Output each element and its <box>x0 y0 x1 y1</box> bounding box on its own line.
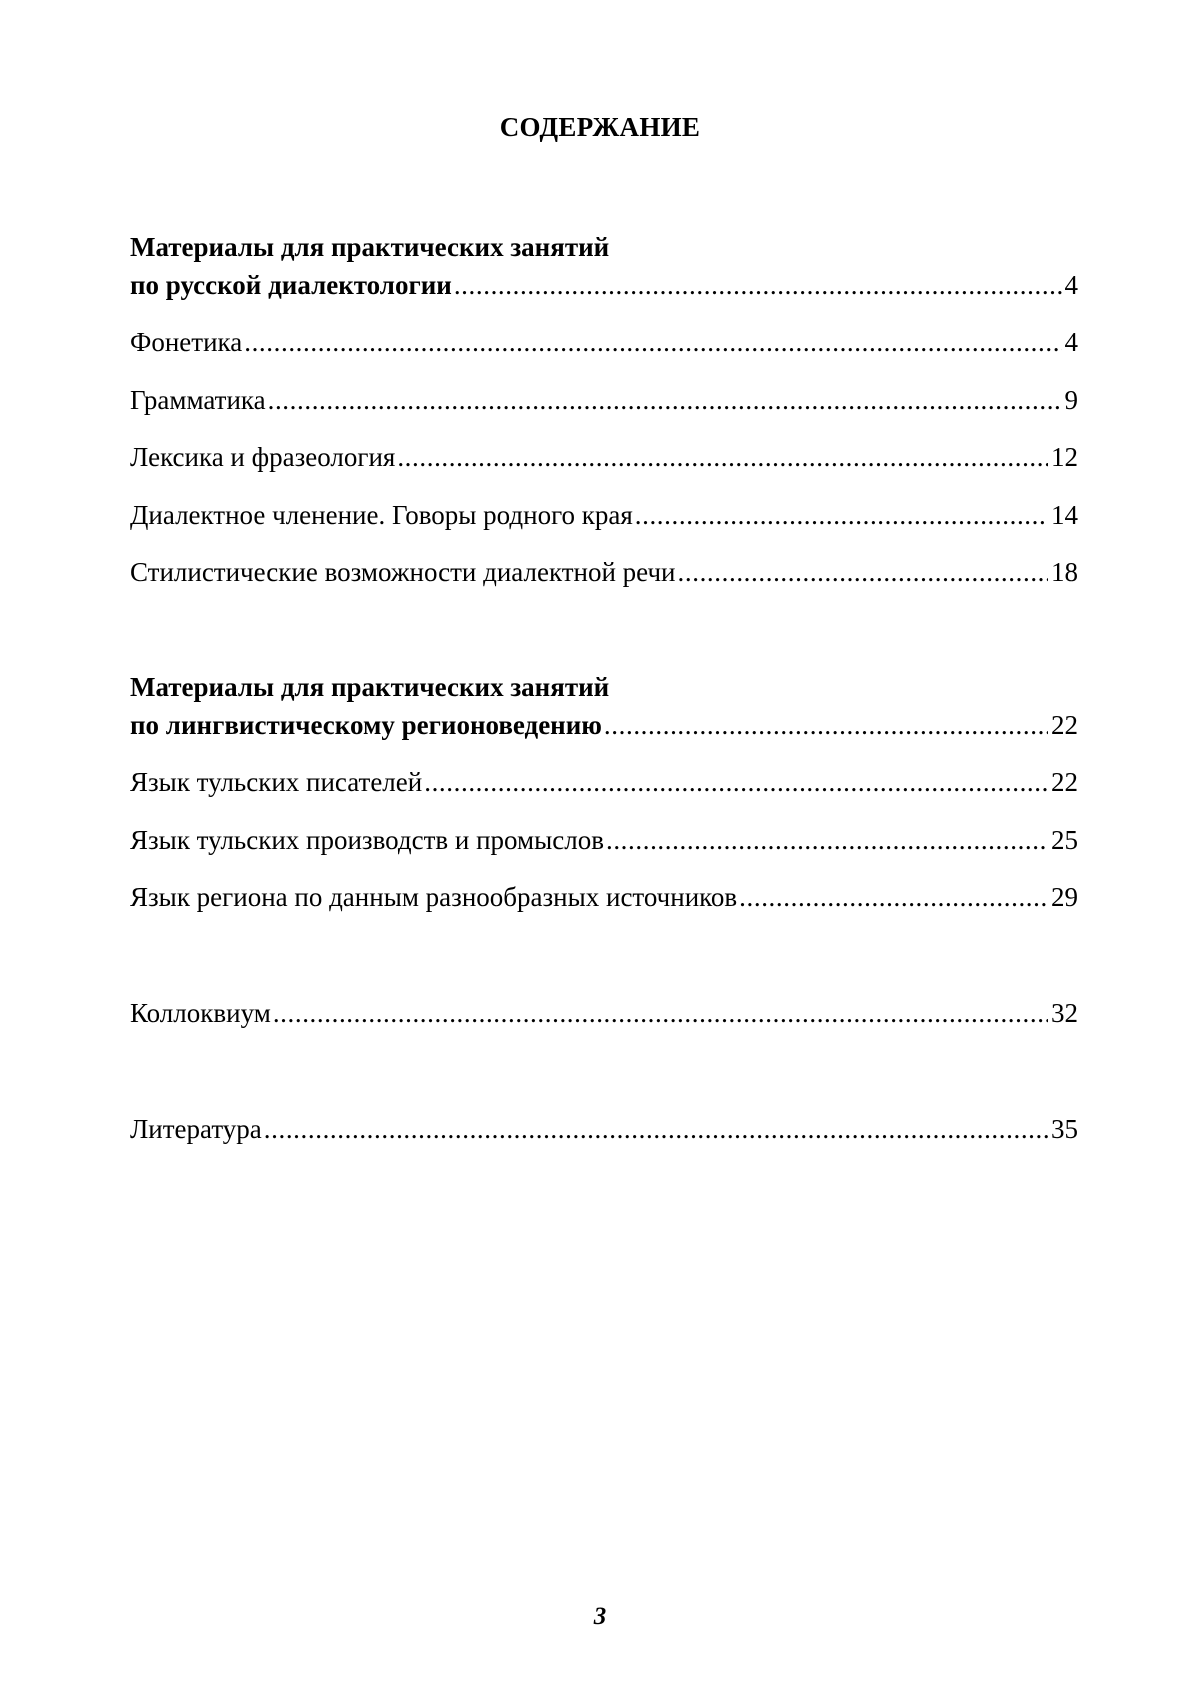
toc-page-number: 22 <box>1051 767 1078 797</box>
dot-leader <box>454 270 1062 300</box>
toc-entry-label: Диалектное членение. Говоры родного края <box>130 500 633 530</box>
toc-entry-lexicon[interactable] <box>130 442 1078 472</box>
toc-entry-label: Коллоквиум <box>130 998 271 1028</box>
page-title: СОДЕРЖАНИЕ <box>499 112 701 142</box>
toc-entry-label: Литература <box>130 1114 262 1144</box>
toc-entry-label: Язык тульских производств и промыслов <box>130 825 604 855</box>
section-2-heading-text-line1: Материалы для практических занятий <box>130 672 610 702</box>
dot-leader <box>606 825 1048 855</box>
toc-page-number: 32 <box>1051 998 1078 1028</box>
toc-page-number: 22 <box>1051 710 1078 740</box>
toc-entry-label: Грамматика <box>130 385 266 415</box>
toc-entry-section-2[interactable] <box>130 710 1078 740</box>
toc-entry-grammar[interactable] <box>130 385 1078 415</box>
dot-leader <box>604 710 1048 740</box>
toc-entry-label: Язык тульских писателей <box>130 767 423 797</box>
toc-entry-label: Фонетика <box>130 327 243 357</box>
toc-entry-phonetics[interactable] <box>130 327 1078 357</box>
toc-entry-tula-writers[interactable] <box>130 767 1078 797</box>
toc-entry-section-1[interactable] <box>130 270 1078 300</box>
toc-entry-tula-crafts[interactable] <box>130 825 1078 855</box>
toc-entry-label: Лексика и фразеология <box>130 442 396 472</box>
section-2-heading-text-line2: по лингвистическому регионоведению <box>130 710 602 740</box>
dot-leader <box>424 767 1048 797</box>
toc-page-number: 18 <box>1051 557 1078 587</box>
toc-entry-region-language[interactable] <box>130 882 1078 912</box>
section-1-heading-text-line1: Материалы для практических занятий <box>130 232 610 262</box>
dot-leader <box>397 442 1048 472</box>
toc-entry-colloquium[interactable] <box>130 998 1078 1028</box>
toc-page-number: 35 <box>1051 1114 1078 1144</box>
dot-leader <box>678 557 1048 587</box>
dot-leader <box>264 1114 1048 1144</box>
toc-entry-stylistics[interactable] <box>130 557 1078 587</box>
section-1-heading-line1 <box>130 232 1078 262</box>
dot-leader <box>635 500 1048 530</box>
toc-page-number: 12 <box>1051 442 1078 472</box>
dot-leader <box>273 998 1048 1028</box>
toc-entry-dialect-division[interactable] <box>130 500 1078 530</box>
toc-entry-label: Стилистические возможности диалектной речи <box>130 557 676 587</box>
toc-page-number: 4 <box>1064 270 1078 300</box>
toc-entry-literature[interactable] <box>130 1114 1078 1144</box>
toc-entry-label: Язык региона по данным разнообразных источников <box>130 882 738 912</box>
page-number: 3 <box>593 1603 607 1630</box>
toc-page-number: 9 <box>1064 385 1078 415</box>
section-2-heading-line1 <box>130 672 1078 702</box>
toc-page-number: 25 <box>1051 825 1078 855</box>
toc-page-number: 4 <box>1064 327 1078 357</box>
dot-leader <box>739 882 1048 912</box>
toc-page-number: 29 <box>1051 882 1078 912</box>
section-1-heading-text-line2: по русской диалектологии <box>130 270 452 300</box>
dot-leader <box>244 327 1061 357</box>
dot-leader <box>268 385 1062 415</box>
toc-page-number: 14 <box>1051 500 1078 530</box>
